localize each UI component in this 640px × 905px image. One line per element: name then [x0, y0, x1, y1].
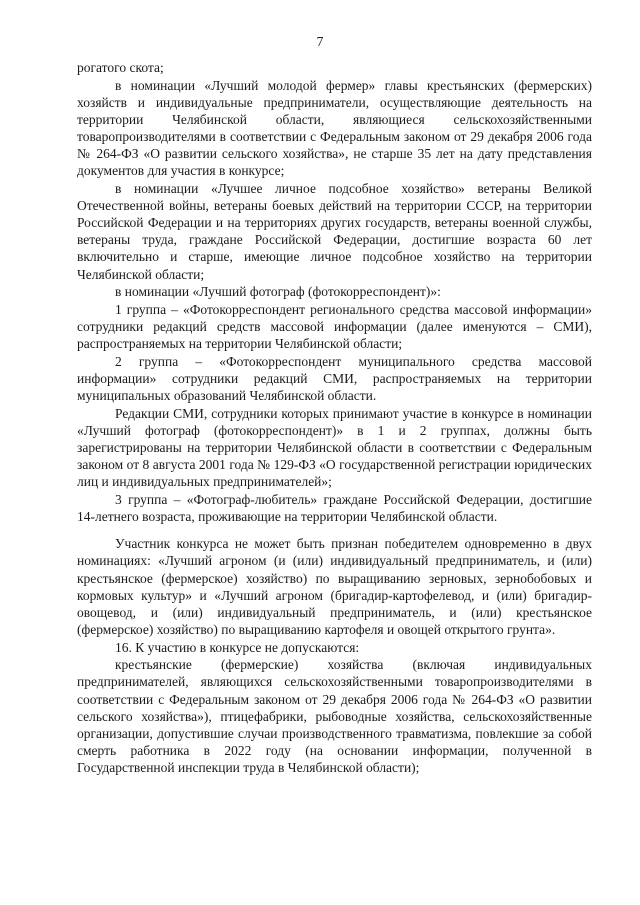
paragraph: Редакции СМИ, сотрудники которых принимают участие в конкурсе в номинации «Лучший фотограф (фотокорреспондент)» в 1 и 2 группах, должны быть зарегистрированы на территории Челябинской области в соответствии с Федеральным законом от 8 августа 2001 года № 129-ФЗ «О государственной регистрации юридических лиц и индивидуальных предпринимателей»;: [77, 406, 592, 490]
paragraph: 3 группа – «Фотограф-любитель» граждане Российской Федерации, достигшие 14-летнего возраста, проживающие на территории Челябинской области.: [77, 492, 592, 525]
document-body: [77, 59, 592, 777]
paragraph: 16. К участию в конкурсе не допускаются:: [115, 639, 360, 655]
paragraph: крестьянские (фермерские) хозяйства (включая индивидуальных предпринимателей, являющихся сельскохозяйственными товаропроизводителями в соответствии с Федеральным законом от 29 декабря 2006 года № 264-ФЗ «О развитии сельского хозяйства»), птицефабрики, рыбоводные хозяйства, сельскохозяйственные организации, допустившие случаи производственного травматизма, повлекшие за собой смерть работника в 2022 году (на основании информации, полученной в Государственной инспекции труда в Челябинской области);: [77, 657, 592, 775]
page-number: 7: [316, 34, 324, 49]
paragraph: 2 группа – «Фотокорреспондент муниципального средства массовой информации» сотрудники редакций СМИ, распространяемых на территории муниципальных образований Челябинской области.: [77, 354, 592, 404]
paragraph: Участник конкурса не может быть признан победителем одновременно в двух номинациях: «Лучший агроном (и (или) индивидуальный предприниматель, и (или) крестьянское (фермерское) хозяйство) по выращиванию зерновых, зернобобовых и кормовых культур» и «Лучший агроном (бригадир-картофелевод, и (или) бригадир-овощевод, и (или) индивидуальный предприниматель, и (или) крестьянское (фермерское) хозяйство) по выращиванию картофеля и овощей открытого грунта».: [77, 536, 592, 637]
paragraph: в номинации «Лучший молодой фермер» главы крестьянских (фермерских) хозяйств и индивидуальные предприниматели, осуществляющие деятельность на территории Челябинской области, являющиеся сельскохозяйственными товаропроизводителями в соответствии с Федеральным законом от 29 декабря 2006 года № 264-ФЗ «О развитии сельского хозяйства», не старше 35 лет на дату представления документов для участия в конкурсе;: [77, 77, 592, 179]
paragraph: рогатого скота;: [77, 60, 164, 75]
paragraph: 1 группа – «Фотокорреспондент регионального средства массовой информации» сотрудники редакций средств массовой информации (далее именуются – СМИ), распространяемых на территории Челябинской области;: [77, 302, 592, 352]
paragraph: в номинации «Лучший фотограф (фотокорреспондент)»:: [115, 284, 441, 300]
paragraph: в номинации «Лучшее личное подсобное хозяйство» ветераны Великой Отечественной войны, ветераны боевых действий на территории СССР, на территории Российской Федерации и на территориях других государств, ветераны военной службы, ветераны труда, граждане Российской Федерации, достигшие возраста 60 лет включительно и старше, имеющие личное подсобное хозяйство на территории Челябинской области;: [77, 181, 592, 282]
